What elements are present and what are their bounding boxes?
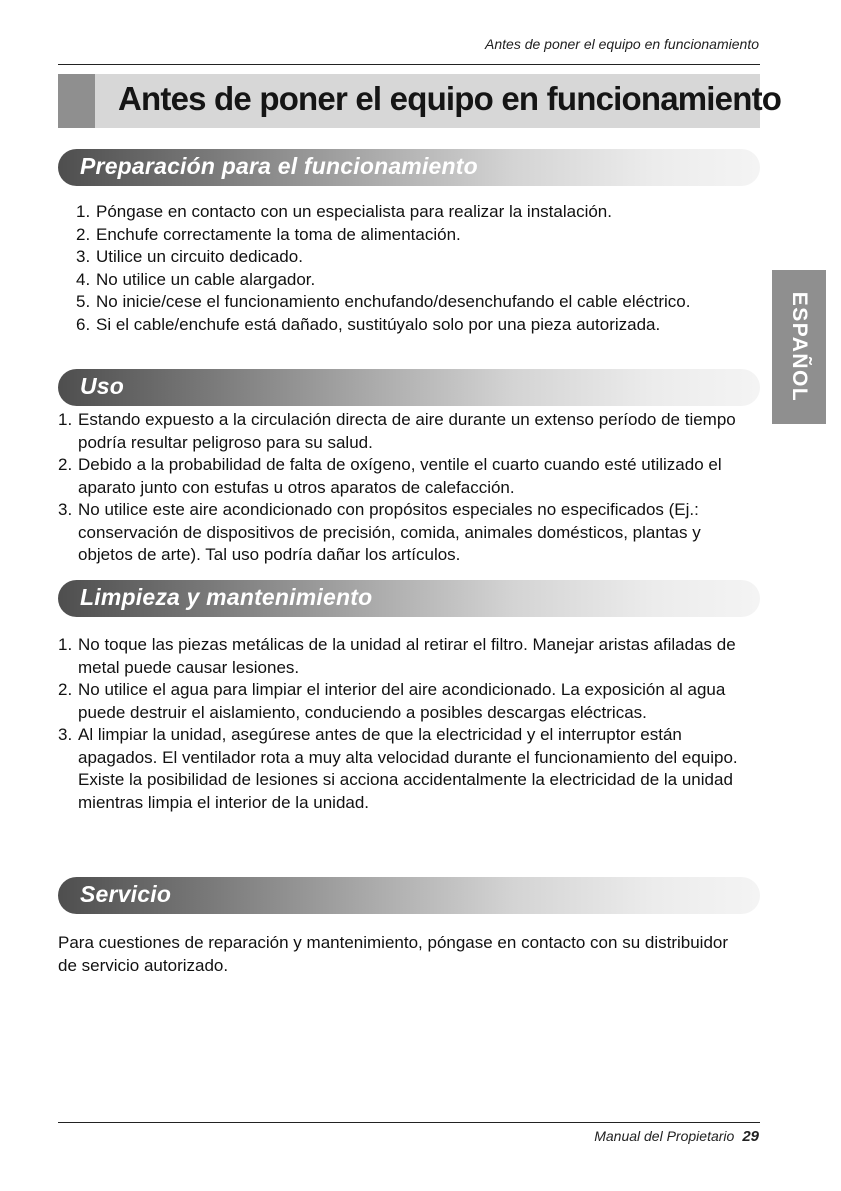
item-text: Al limpiar la unidad, asegúrese antes de que la electricidad y el interruptor están apagados. El ventilador rota a muy alta velocidad durante el funcionamiento del equipo. Existe la posibilidad de lesiones si acciona accidentalmente la electricidad de la unidad mientras limpia el interior de la unidad. — [78, 725, 738, 812]
list-item — [76, 314, 756, 337]
section-header-uso — [58, 369, 760, 406]
running-head: Antes de poner el equipo en funcionamiento — [485, 36, 759, 52]
item-number: 2. — [58, 455, 73, 474]
item-number: 2. — [58, 680, 73, 699]
section-header-limpieza — [58, 580, 760, 617]
item-text: Si el cable/enchufe está dañado, sustitúyalo solo por una pieza autorizada. — [96, 314, 661, 334]
item-text: No utilice un cable alargador. — [96, 269, 316, 289]
servicio-paragraph: Para cuestiones de reparación y mantenimiento, póngase en contacto con su distribuidor de servicio autorizado. — [58, 933, 729, 975]
item-number: 1. — [76, 202, 91, 221]
list-item — [76, 246, 756, 269]
item-number: 5. — [76, 292, 91, 311]
list-item — [76, 224, 756, 247]
item-number: 2. — [76, 224, 91, 244]
page-footer — [594, 1128, 759, 1145]
item-number: 3. — [76, 247, 91, 266]
top-divider — [58, 64, 760, 65]
list-item — [58, 499, 758, 567]
list-item — [76, 291, 756, 314]
section-header-preparacion — [58, 149, 760, 186]
list-item — [58, 679, 758, 724]
bottom-divider — [58, 1122, 760, 1123]
section-title-limpieza: Limpieza y mantenimiento — [80, 584, 373, 610]
list-limpieza — [58, 634, 758, 814]
item-number: 1. — [58, 635, 73, 654]
list-item — [58, 634, 758, 679]
item-text: Póngase en contacto con un especialista para realizar la instalación. — [96, 202, 612, 221]
item-text: Debido a la probabilidad de falta de oxígeno, ventile el cuarto cuando esté utilizado el aparato junto con estufas u otros aparatos de calefacción. — [78, 455, 722, 497]
item-number: 1. — [58, 410, 73, 429]
page-title: Antes de poner el equipo en funcionamiento — [118, 80, 782, 117]
item-text: No toque las piezas metálicas de la unidad al retirar el filtro. Manejar aristas afiladas de metal puede causar lesiones. — [78, 635, 736, 677]
item-number: 3. — [58, 725, 73, 744]
item-text: Estando expuesto a la circulación directa de aire durante un extenso período de tiempo podría resultar peligroso para su salud. — [78, 410, 736, 452]
language-tab-label: ESPAÑOL — [788, 291, 811, 403]
list-item — [58, 724, 758, 814]
section-header-servicio — [58, 877, 760, 914]
item-number: 4. — [76, 269, 91, 289]
section-title-servicio: Servicio — [80, 881, 172, 907]
title-accent-block — [58, 74, 95, 128]
list-item — [76, 269, 756, 292]
list-preparacion — [76, 201, 756, 336]
item-number: 3. — [58, 500, 73, 519]
section-title-preparacion: Preparación para el funcionamiento — [80, 153, 478, 179]
page-number: 29 — [742, 1128, 759, 1145]
item-text: No utilice este aire acondicionado con propósitos especiales no especificados (Ej.: conservación de dispositivos de precisión, comida, animales domésticos, plantas y objetos de arte). Tal uso podría dañar los artículos. — [78, 500, 701, 564]
section-title-uso: Uso — [80, 373, 125, 399]
list-item — [58, 454, 758, 499]
language-tab — [772, 270, 826, 424]
item-text: Enchufe correctamente la toma de alimentación. — [96, 224, 461, 244]
item-text: No utilice el agua para limpiar el interior del aire acondicionado. La exposición al agua puede destruir el aislamiento, conduciendo a posibles descargas eléctricas. — [78, 680, 726, 722]
list-item — [58, 409, 758, 454]
item-text: No inicie/cese el funcionamiento enchufando/desenchufando el cable eléctrico. — [96, 292, 691, 311]
footer-label: Manual del Propietario — [594, 1128, 735, 1144]
page-title-bar — [58, 74, 782, 128]
item-number: 6. — [76, 314, 91, 334]
list-uso — [58, 409, 758, 567]
list-item — [76, 201, 756, 224]
item-text: Utilice un circuito dedicado. — [96, 247, 303, 266]
